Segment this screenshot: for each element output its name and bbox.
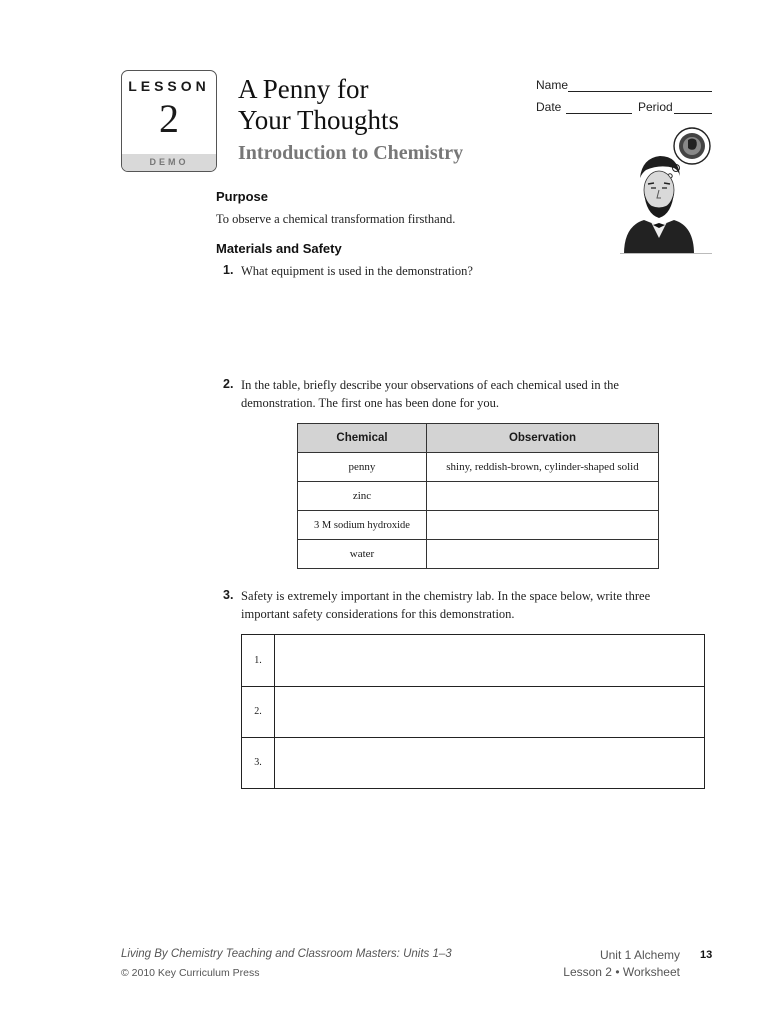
safety-row-number: 3. — [242, 737, 275, 788]
observation-table — [297, 423, 659, 569]
page-subtitle: Introduction to Chemistry — [238, 142, 464, 164]
footer-unit: Unit 1 Alchemy — [599, 948, 680, 962]
title-line-2: Your Thoughts — [238, 105, 400, 135]
date-field[interactable] — [566, 113, 632, 114]
safety-row-number: 2. — [242, 686, 275, 737]
page-number: 13 — [700, 949, 713, 961]
safety-row[interactable] — [242, 737, 704, 788]
lincoln-portrait-icon — [618, 124, 714, 254]
lesson-type-label: DEMO — [122, 154, 216, 171]
chemical-cell: zinc — [298, 482, 427, 511]
footer-book-title: Living By Chemistry Teaching and Classroom Masters: Units 1–3 — [121, 948, 452, 960]
purpose-heading: Purpose — [216, 189, 269, 204]
column-header-chemical: Chemical — [298, 424, 427, 453]
observation-cell[interactable] — [427, 540, 659, 569]
safety-row[interactable] — [242, 686, 704, 738]
question-3-text — [241, 587, 650, 623]
question-3-number: 3. — [223, 588, 234, 602]
period-label: Period — [638, 100, 673, 114]
column-header-observation: Observation — [427, 424, 659, 453]
question-3-line-1: Safety is extremely important in the chemistry lab. In the space below, write three — [241, 589, 651, 603]
question-2-number: 2. — [223, 377, 234, 391]
date-label: Date — [536, 100, 562, 114]
question-1-text: What equipment is used in the demonstration? — [241, 264, 473, 278]
footer-lesson: Lesson 2 • Worksheet — [563, 965, 680, 979]
question-2-text — [241, 376, 619, 412]
safety-row-number: 1. — [242, 635, 275, 686]
lesson-word: LESSON — [128, 78, 210, 94]
question-1-number: 1. — [223, 263, 234, 277]
period-field[interactable] — [674, 113, 712, 114]
table-row — [298, 482, 659, 511]
observation-cell: shiny, reddish-brown, cylinder-shaped solid — [427, 453, 659, 482]
question-2-line-2: demonstration. The first one has been done for you. — [241, 396, 500, 410]
lesson-number: 2 — [159, 96, 179, 141]
table-row — [298, 511, 659, 540]
footer-copyright: © 2010 Key Curriculum Press — [121, 967, 260, 979]
safety-row[interactable] — [242, 635, 704, 687]
chemical-cell: water — [298, 540, 427, 569]
question-2-line-1: In the table, briefly describe your observations of each chemical used in the — [241, 378, 619, 392]
table-row — [298, 540, 659, 569]
chemical-cell: 3 M sodium hydroxide — [298, 511, 427, 540]
name-field[interactable] — [568, 91, 712, 92]
materials-heading: Materials and Safety — [216, 241, 342, 256]
table-row — [298, 453, 659, 482]
purpose-text: To observe a chemical transformation firsthand. — [216, 212, 456, 226]
name-label: Name — [536, 78, 569, 92]
observation-cell[interactable] — [427, 482, 659, 511]
lesson-badge — [121, 70, 217, 172]
page-title — [238, 74, 399, 136]
chemical-cell: penny — [298, 453, 427, 482]
observation-cell[interactable] — [427, 511, 659, 540]
question-3-line-2: important safety considerations for this demonstration. — [241, 607, 515, 621]
title-line-1: A Penny for — [238, 74, 369, 104]
safety-table — [241, 634, 705, 789]
